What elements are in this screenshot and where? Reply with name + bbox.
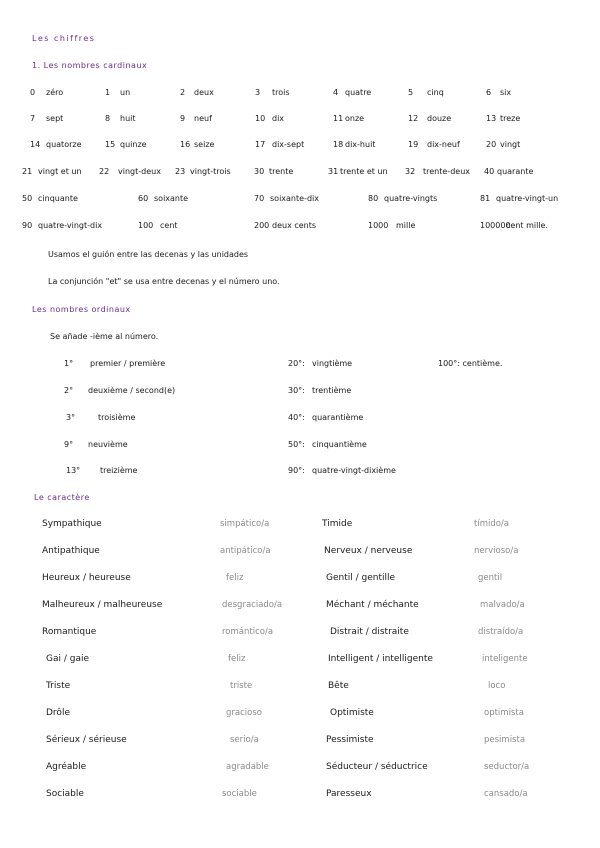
ordinal-number: 50°: <box>288 440 305 449</box>
cardinal-number: 16 <box>180 140 191 149</box>
cardinal-number: 30 <box>254 167 265 176</box>
cardinal-number: 0 <box>30 88 36 97</box>
ordinal-number: 90°: <box>288 466 305 475</box>
cardinal-word: mille <box>396 221 416 230</box>
adjective-es: simpático/a <box>220 519 270 529</box>
cardinal-number: 15 <box>105 140 116 149</box>
ordinal-number: 13° <box>66 466 81 475</box>
cardinal-word: cinquante <box>38 194 78 203</box>
adjective-fr: Drôle <box>46 708 70 718</box>
page-title: Les chiffres <box>32 34 96 43</box>
cardinal-number: 70 <box>254 194 265 203</box>
adjective-es: antipático/a <box>220 546 271 556</box>
cardinal-number: 11 <box>333 114 344 123</box>
cardinal-number: 32 <box>405 167 416 176</box>
cardinal-number: 19 <box>408 140 419 149</box>
cardinal-number: 80 <box>368 194 379 203</box>
adjective-es: serio/a <box>230 735 259 745</box>
cardinal-number: 81 <box>480 194 491 203</box>
cardinal-word: sept <box>46 114 64 123</box>
cardinal-word: zéro <box>46 88 64 97</box>
cardinal-word: trois <box>272 88 290 97</box>
ordinal-heading: Les nombres ordinaux <box>32 305 131 314</box>
cardinal-word: treze <box>500 114 521 123</box>
adjective-es: malvado/a <box>480 600 525 610</box>
cardinal-number: 100000 <box>480 221 511 230</box>
adjective-fr: Bête <box>328 681 349 691</box>
cardinal-word: vingt et un <box>38 167 82 176</box>
adjective-fr: Paresseux <box>326 789 372 799</box>
note-et: La conjunción "et" se usa entre decenas y el número uno. <box>48 277 280 286</box>
cardinal-word: quinze <box>120 140 147 149</box>
cardinal-number: 7 <box>30 114 36 123</box>
adjective-fr: Triste <box>46 681 71 691</box>
adjective-fr: Sympathique <box>42 519 102 529</box>
cardinal-word: deux cents <box>272 221 317 230</box>
ordinal-word: treizième <box>100 466 138 475</box>
adjective-es: triste <box>230 681 253 691</box>
cardinal-number: 1 <box>105 88 111 97</box>
adjective-fr: Sérieux / sérieuse <box>46 735 127 745</box>
cardinal-word: soixante-dix <box>270 194 319 203</box>
adjective-fr: Optimiste <box>330 708 374 718</box>
adjective-es: gentil <box>478 573 503 583</box>
cardinal-number: 90 <box>22 221 33 230</box>
cardinal-number: 23 <box>175 167 186 176</box>
adjective-fr: Malheureux / malheureuse <box>42 600 163 610</box>
adjective-es: pesimista <box>484 735 526 745</box>
cardinal-number: 100 <box>138 221 154 230</box>
cardinal-word: six <box>500 88 512 97</box>
cardinal-word: cent <box>160 221 178 230</box>
adjective-fr: Méchant / méchante <box>326 600 419 610</box>
adjective-fr: Agréable <box>46 762 87 772</box>
cardinal-word: dix-huit <box>345 140 376 149</box>
cardinal-number: 5 <box>408 88 414 97</box>
adjective-fr: Séducteur / séductrice <box>326 762 428 772</box>
cardinal-number: 2 <box>180 88 186 97</box>
ordinal-word: quarantième <box>312 413 364 422</box>
adjective-es: optimista <box>484 708 524 718</box>
adjective-es: gracioso <box>226 708 262 718</box>
adjective-es: tímido/a <box>474 519 510 529</box>
adjective-fr: Timide <box>322 519 353 529</box>
ordinal-word: premier / première <box>90 359 166 368</box>
ordinal-word: neuvième <box>88 440 128 449</box>
cardinal-number: 17 <box>255 140 266 149</box>
cardinal-word: vingt <box>500 140 521 149</box>
adjective-es: feliz <box>228 654 246 664</box>
cardinal-word: quatre <box>345 88 372 97</box>
adjective-es: romántico/a <box>222 627 274 637</box>
cardinal-number: 8 <box>105 114 111 123</box>
cardinal-number: 10 <box>255 114 266 123</box>
note-hyphen: Usamos el guión entre las decenas y las unidades <box>48 250 249 259</box>
character-heading: Le caractère <box>34 493 90 502</box>
cardinal-number: 50 <box>22 194 33 203</box>
cardinal-word: quatre-vingt-dix <box>38 221 103 230</box>
adjective-es: agradable <box>226 762 269 772</box>
cardinal-number: 12 <box>408 114 419 123</box>
adjective-fr: Romantique <box>42 627 97 637</box>
adjective-es: desgraciado/a <box>222 600 283 610</box>
adjective-fr: Sociable <box>46 789 84 799</box>
cardinal-number: 4 <box>333 88 339 97</box>
cardinal-word: trente et un <box>340 167 388 176</box>
cardinal-word: dix-neuf <box>427 140 460 149</box>
cardinal-word: seize <box>194 140 215 149</box>
ordinal-word: vingtième <box>312 359 353 368</box>
adjective-es: cansado/a <box>484 789 528 799</box>
adjective-fr: Gentil / gentille <box>326 573 396 583</box>
ordinal-word: troisième <box>98 413 136 422</box>
cardinal-word: vingt-trois <box>190 167 231 176</box>
adjective-es: inteligente <box>482 654 528 664</box>
cardinal-word: deux <box>194 88 214 97</box>
cardinal-number: 40 <box>484 167 495 176</box>
cardinal-number: 31 <box>328 167 339 176</box>
ordinal-number: 20°: <box>288 359 305 368</box>
cardinal-word: douze <box>427 114 452 123</box>
cardinal-word: quatre-vingts <box>384 194 438 203</box>
adjective-fr: Antipathique <box>42 546 100 556</box>
ordinal-number: 1° <box>64 359 74 368</box>
cardinal-number: 1000 <box>368 221 389 230</box>
cardinal-word: quarante <box>497 167 534 176</box>
ordinal-100: 100°: centième. <box>438 359 503 368</box>
cardinal-number: 22 <box>99 167 110 176</box>
cardinal-number: 6 <box>486 88 492 97</box>
cardinal-word: trente-deux <box>423 167 470 176</box>
ordinal-word: deuxième / second(e) <box>88 386 176 395</box>
adjective-es: nervioso/a <box>474 546 519 556</box>
cardinal-number: 9 <box>180 114 186 123</box>
cardinal-number: 18 <box>333 140 344 149</box>
ordinal-number: 9° <box>64 440 74 449</box>
cardinal-word: vingt-deux <box>118 167 161 176</box>
adjective-fr: Heureux / heureuse <box>42 573 131 583</box>
cardinal-word: dix <box>272 114 285 123</box>
ordinal-rule: Se añade -ième al número. <box>50 332 159 341</box>
adjective-fr: Distrait / distraite <box>330 627 409 637</box>
adjective-es: distraído/a <box>478 627 524 637</box>
cardinal-number: 60 <box>138 194 149 203</box>
adjective-es: loco <box>488 681 506 691</box>
adjective-fr: Intelligent / intelligente <box>328 654 433 664</box>
cardinal-word: huit <box>120 114 136 123</box>
cardinal-heading: 1. Les nombres cardinaux <box>32 61 148 70</box>
cardinal-number: 20 <box>486 140 497 149</box>
adjective-fr: Pessimiste <box>326 735 374 745</box>
cardinal-word: onze <box>345 114 365 123</box>
cardinal-word: soixante <box>154 194 189 203</box>
cardinal-word: cent mille. <box>506 221 548 230</box>
ordinal-number: 3° <box>66 413 76 422</box>
cardinal-number: 21 <box>22 167 33 176</box>
adjective-es: feliz <box>226 573 244 583</box>
cardinal-word: trente <box>269 167 294 176</box>
cardinal-word: quatre-vingt-un <box>496 194 559 203</box>
cardinal-word: cinq <box>427 88 444 97</box>
cardinal-number: 14 <box>30 140 41 149</box>
cardinal-word: un <box>120 88 131 97</box>
ordinal-word: quatre-vingt-dixième <box>312 466 396 475</box>
adjective-fr: Nerveux / nerveuse <box>324 546 413 556</box>
cardinal-word: neuf <box>194 114 212 123</box>
cardinal-word: quatorze <box>46 140 82 149</box>
ordinal-number: 2° <box>64 386 74 395</box>
adjective-es: sociable <box>222 789 257 799</box>
cardinal-number: 3 <box>255 88 261 97</box>
ordinal-number: 40°: <box>288 413 305 422</box>
ordinal-word: cinquantième <box>312 440 367 449</box>
adjective-fr: Gai / gaie <box>46 654 90 664</box>
cardinal-number: 13 <box>486 114 497 123</box>
adjective-es: seductor/a <box>484 762 530 772</box>
cardinal-number: 200 <box>254 221 270 230</box>
ordinal-number: 30°: <box>288 386 305 395</box>
ordinal-word: trentième <box>312 386 352 395</box>
cardinal-word: dix-sept <box>272 140 305 149</box>
